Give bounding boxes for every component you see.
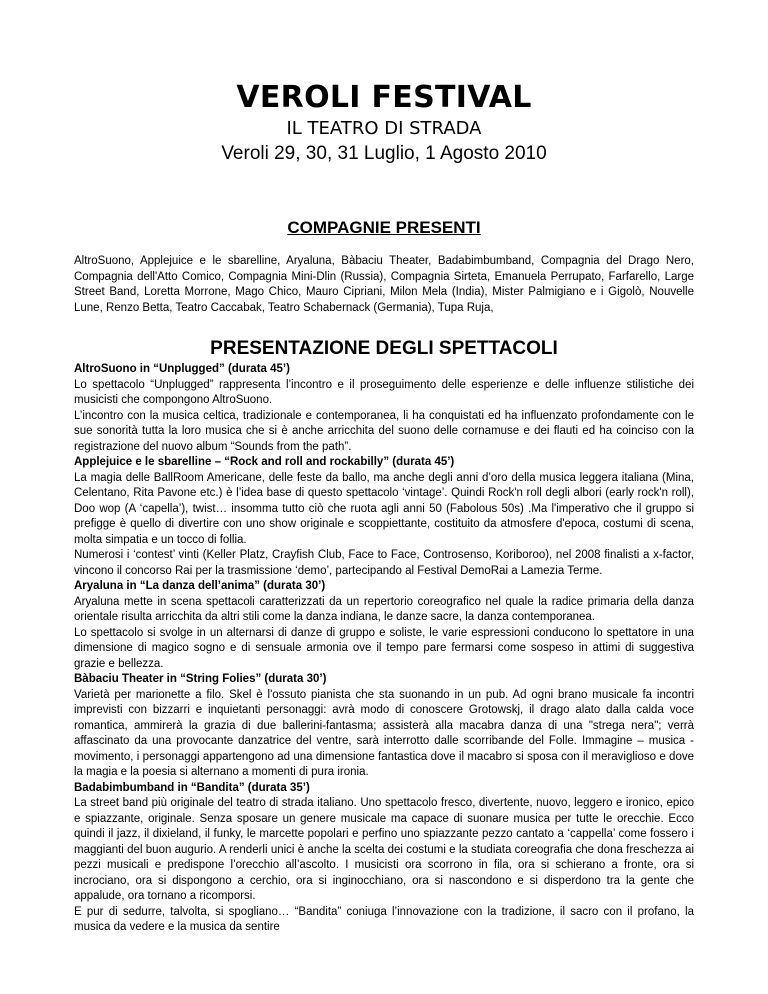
show-paragraph: La magia delle BallRoom Americane, delle feste da ballo, ma anche degli anni d’oro della musica leggera italiana (Mina, Celentano, Rita Pavone etc.) è l’idea base di questo spettacolo ‘vintage’. Quindi Rock'n roll degli albori (early rock'n roll), Doo wop (A ‘capella’), twist… insomma tutto ciò che ruota agli anni 50 (Fabolous 50s) .Ma l'imperativo che il gruppo si prefigge è quello di divertire con uno show originale e scoppiettante, costituito da atmosfere d'epoca, costumi di scena, molta simpatia e un tocco di follia. (74, 471, 694, 546)
show-entry (74, 781, 694, 936)
festival-subtitle: IL TEATRO DI STRADA (286, 118, 482, 139)
show-paragraph: Lo spettacolo “Unplugged” rappresenta l’incontro e il proseguimento delle esperienze e delle influenze stilistiche dei musicisti che compongono AltroSuono. (74, 378, 694, 406)
show-title: Aryaluna in “La danza dell’anima” (durata 30’) (74, 580, 326, 592)
companies-list: AltroSuono, Applejuice e le sbarelline, Aryaluna, Bàbaciu Theater, Badabimbumband, Compagnia del Drago Nero, Compagnia dell'Atto Comico, Compagnia Mini-Dlin (Russia), Compagnia Sirteta, Emanuela Perrupato, Farfarello, Large Street Band, Loretta Morrone, Mago Chico, Mauro Cipriani, Milon Mela (India), Mister Palmigiano e i Gigolò, Nouvelle Lune, Renzo Betta, Teatro Caccabak, Teatro Schabernack (Germania), Tupa Ruja, (74, 255, 694, 314)
show-paragraph: E pur di sedurre, talvolta, si spogliano… “Bandita” coniuga l’innovazione con la tradizione, il sacro con il profano, la musica da vedere e la musica da sentire (74, 905, 694, 933)
show-paragraph: L’incontro con la musica celtica, tradizionale e contemporanea, li ha conquistati ed ha influenzato profondamente con le sue sonorità tutta la loro musica che si è anche arricchita del suono delle cornamuse e dei flauti ed ha coinciso con la registrazione del nuovo album “Sounds from the path”. (74, 409, 694, 453)
document-page (74, 80, 694, 936)
show-paragraph: Lo spettacolo si svolge in un alternarsi di danze di gruppo e soliste, le varie espressioni conducono lo spettatore in una dimensione di magico sogno e di sensuale armonia ove il tempo pare fermarsi come sospeso in attimi di suggestiva grazie e bellezza. (74, 626, 694, 670)
show-title: AltroSuono in “Unplugged” (durata 45’) (74, 363, 290, 375)
show-title: Bàbaciu Theater in “String Folies” (durata 30’) (74, 673, 327, 685)
show-entry (74, 455, 694, 579)
shows-list (74, 362, 694, 936)
show-paragraph: La street band più originale del teatro di strada italiano. Uno spettacolo fresco, divertente, nuovo, leggero e ironico, epico e spiazzante, originale. Senza sposare un genere musicale ma capace di suonare musica per tutte le orecchie. Ecco quindi il jazz, il dixieland, il funky, le marcette popolari e perfino uno spiazzante pezzo cantato a ‘cappella’ come fossero i maggianti del buon augurio. A renderli unici è anche la scelta dei costumi e la studiata coreografia che dona freschezza ai pezzi musicali e predispone l’orecchio all’ascolto. I musicisti ora scorrono in fila, ora si schierano a fronte, ora si incrociano, ora si dispongono a cerchio, ora si inginocchiano, ora si nascondono e si disperdono tra la gente che appalude, ora tornano a ricomporsi. (74, 797, 694, 902)
festival-dates: Veroli 29, 30, 31 Luglio, 1 Agosto 2010 (221, 143, 547, 164)
festival-title: VEROLI FESTIVAL (236, 80, 532, 115)
show-entry (74, 672, 694, 781)
show-paragraph: Varietà per marionette a filo. Skel è l'ossuto pianista che sta suonando in un pub. Ad ogni brano musicale fa incontri imprevisti con bizzarri e inquietanti personaggi: avrà modo di conoscere Grotowskj, il drago alato dalla calda voce romantica, ammirerà la grazia di due ballerini-fantasma; assisterà alla macabra danza di una "strega nera"; verrà affascinato da una provocante danzatrice del ventre, sarà interrotto dalle scorribande del Folle. Immagine – musica - movimento, i personaggi appartengono ad una dimensione fantastica dove il macabro si sposa con il meraviglioso e dove la magia e la poesia si alternano a momenti di pura ironia. (74, 688, 694, 778)
companies-heading: COMPAGNIE PRESENTI (287, 218, 481, 237)
show-title: Applejuice e le sbarelline – “Rock and roll and rockabilly” (durata 45’) (74, 456, 455, 468)
show-paragraph: Aryaluna mette in scena spettacoli caratterizzati da un repertorio coreografico nel quale la radice primaria della danza orientale risulta arricchita da altri stili come la danza indiana, le danze sacre, la danza contemporanea. (74, 595, 694, 623)
presentations-heading: PRESENTAZIONE DEGLI SPETTACOLI (210, 338, 558, 359)
show-title: Badabimbumband in “Bandita” (durata 35’) (74, 781, 310, 794)
show-entry (74, 362, 694, 455)
show-entry (74, 579, 694, 672)
show-paragraph: Numerosi i ‘contest’ vinti (Keller Platz, Crayfish Club, Face to Face, Controsenso, Koriboroo), nel 2008 finalisti a x-factor, vincono il concorso Rai per la trasmissione ‘demo’, partecipando al Festival DemoRai a Lamezia Terme. (74, 549, 694, 577)
